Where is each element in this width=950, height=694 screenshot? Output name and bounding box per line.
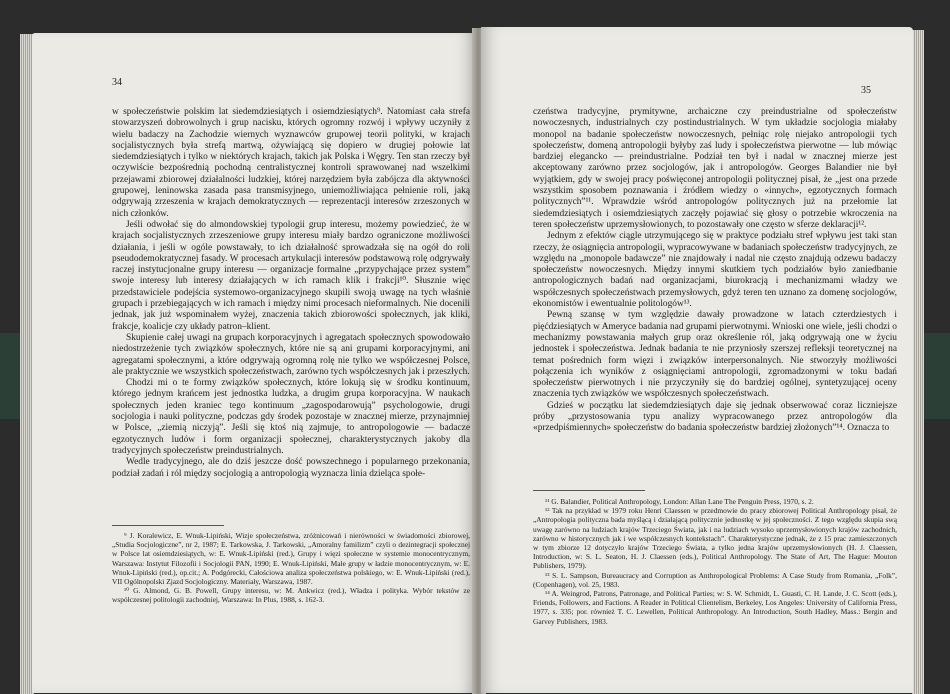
footnote-rule (112, 525, 224, 526)
paragraph: Skupienie całej uwagi na grupach korporacyjnych i agregatach społecznych spowodowało niedostrzeżenie tych związków społecznych, które nie są ani grupami korporacyjnymi, ani agregatami społecznymi, a które odgrywają ogromną rolę nie tylko we współczesnej Polsce, ale praktycznie we wszystkich społeczeństwach, zarówno tych współczesnych jak i przeszłych. (112, 332, 470, 377)
right-page-edges (912, 30, 924, 694)
paragraph: Gdzieś w początku lat siedemdziesiątych daje się jednak obserwować coraz liczniejsze próby „przystosowania typu analizy wypracowanego przez antropologów dla «przedpiśmiennych» społeczeństw do badania społeczeństw bardziej złożonych”¹⁴. Oznacza to (533, 400, 897, 434)
footnote: ¹² Tak na przykład w 1979 roku Henri Claessen w przedmowie do pracy zbiorowej Political Anthropology pisał, że „Antropologia polityczna bada myślącą i działającą politycznie jednostkę w jej społeczności. Z tego względu skupia swą uwagę zarówno na ludziach krajów Trzeciego Świata, jak i na ludziach wysoko uprzemysłowionych krajów zachodnich, zarówno w historycznych jak i we współczesnych kontekstach”. Charakterystyczne jednak, że z 15 prac zamieszczonych w tym zbiorze 12 dotyczyło krajów Trzeciego Świata, a tylko jedna krajów uprzemysłowionych (H. J. Claessen, Introduction, w: S. L. Seaton, H. J. Claessen (eds.), Political Anthropology. The State of Art, The Hague: Mouton Publishers, 1979). (533, 506, 897, 571)
footnote: ¹¹ G. Balandier, Political Anthropology, London: Allan Lane The Penguin Press, 1970, s. 2. (545, 497, 814, 506)
body-text (533, 107, 897, 435)
footnote: ¹⁰ G. Almond, G. B. Powell, Grupy interesu, w: M. Ankwicz (red.), Władza i polityka. Wybór tekstów ze współczesnej politologii zachodniej, Warszawa: In Plus, 1988, s. 162-3. (112, 586, 470, 605)
paragraph: czeństwa tradycyjne, prymitywne, archaiczne czy preindustrialne od społeczeństw nowoczesnych, industrialnych czy postindustrialnych. W tym układzie socjologia miałaby monopol na badanie społeczeństw nowoczesnych, pełniąc rolę niejako antropologii tych społeczeństw, domeną antropologii byłyby zaś ludy i społeczeństwa pierwotne — lub mówiąc bardziej elegancko — preindustrialne. Podział ten był i nadal w znacznej mierze jest akceptowany zarówno przez socjologów, jak i antropologów. Georges Balandier nie był wyjątkiem, gdy w swojej pracy poświęconej antropologii politycznej pisał, że „jest ona przede wszystkim sposobem poznawania i źródłem wiedzy o «innych», egzotycznych formach politycznych”¹¹. Wprawdzie wśród antropologów politycznych już na przełomie lat siedemdziesiątych i osiemdziesiątych zaczęły pojawiać się głosy o potrzebie wkroczenia na teren społeczeństw uprzemysłowionych, to pozostawały one często w sferze deklaracji¹². (533, 107, 897, 230)
paragraph: Wedle tradycyjnego, ale do dziś jeszcze dość powszechnego i popularnego przekonania, podział zadań i ról między socjologią a antropologią wyznacza linia dzieląca społe- (112, 457, 470, 479)
paragraph: Pewną szansę w tym względzie dawały prowadzone w latach czterdziestych i pięćdziesiątych w Ameryce badania nad grupami pierwotnymi. Wnioski one wiele, jeśli chodzi o mechanizmy powstawania małych grup oraz określenie ról, jaką odgrywają one w życiu jednostek i społeczeństwa. Jednak badania te nie przyniosły szerszej refleksji teoretycznej na temat pośrednich form więzi i związków interpersonalnych. Nie stworzyły możliwości połączenia ich wyników z osiągnięciami antropologii, zgromadzonymi w toku badań społeczeństw pierwotnych i nie przyczyniły się do bardziej ogólnej, syntetyzującej oceny znaczenia tych związków we współczesnych społeczeństwach. (533, 310, 897, 400)
paragraph: w społeczeństwie polskim lat siedemdziesiątych i osiemdziesiątych⁹. Natomiast cała strefa stowarzyszeń dobrowolnych i grup nacisku, których ogromny rozwój i wpływy uczyniły z wielu badaczy na Zachodzie wiernych wyznawców grupowej teorii polityki, w krajach socjalistycznych była strefą martwą, ożywiającą się dopiero w drugiej połowie lat siedemdziesiątych i tylko w niektórych krajach, takich jak Polska i Węgry. Ten stan rzeczy był oczywiście bezpośrednią pochodną centralistycznej kontroli sprawowanej nad wszelkimi przejawami zbiorowej działalności ludzkiej, której narzędziem była zabójcza dla aktywności grupowej, leninowska zasada pasa transmisyjnego, uniemożliwiająca pełnienie roli, jaką odgrywają zrzeszenia w krajach demokratycznych — reprezentacji interesów zrzeszonych w nich członków. (112, 107, 470, 219)
footnote: ¹³ S. L. Sampson, Bureaucracy and Corruption as Anthropological Problems: A Case Study from Romania, „Folk”, (Copenhagen), vol. 25, 1983. (533, 570, 897, 589)
body-text (112, 107, 470, 480)
left-page (32, 33, 476, 693)
footnote: ¹⁴ A. Weingrod, Patrons, Patronage, and Political Parties; w: S. W. Schmidt, L. Guasti, C. H. Lande, J. C. Scott (eds.), Friends, Followers, and Factions. A Reader in Political Clientelism, Berkeley, Los Angeles: University of California Press, 1977, s. 335; por. również T. C. Lewellen, Political Anthropology. An Introduction, South Hadley, Mass.: Bergin and Garvey Publishers, 1983. (533, 589, 897, 626)
page-number: 34 (112, 77, 122, 88)
footnotes (533, 497, 897, 626)
paragraph: Jednym z efektów ciągle utrzymującego się w praktyce podziału stref wpływu jest taki stan rzeczy, że osiągnięcia antropologii, wypracowywane w badaniach społeczeństw tradycyjnych, ze względu na „monopole badawcze” nie znajdowały i nadal nie często znajdują odzewu badaczy społeczeństw nowoczesnych. Między innymi skutkiem tych podziałów było zaniedbanie antropologicznych badań nad organizacjami, biurokracją i mechanizmami władzy we współczesnych społeczeństwach przemysłowych, gdyż teren ten uznano za domenę socjologów, ekonomistów i ewentualnie politologów¹³. (533, 231, 897, 310)
footnote-rule (533, 490, 645, 491)
page-number: 35 (861, 85, 871, 96)
paragraph: Chodzi mi o te formy związków społecznych, które lokują się w środku kontinuum, którego jednym krańcem jest jednostka ludzka, a drugim grupa korporacyjna. W naukach społecznych jeden kraniec tego kontinuum „zagospodarowują” psychologowie, drugi socjologia i nauki polityczne, podczas gdy środek pozostaje w znacznej mierze, przynajmniej w Polsce, „ziemią niczyją”. Jeśli się ktoś nią zajmuje, to antropologowie — badacze egzotycznych ludów i form organizacji społecznej, charakterystycznych jakoby dla tradycyjnych społeczeństw preindustrialnych. (112, 378, 470, 456)
footnote: ⁹ J. Koralewicz, E. Wnuk-Lipiński, Wizje społeczeństwa, zróżnicowań i nierówności w świadomości zbiorowej, „Studia Socjologiczne”, nr 2, 1987; E. Tarkowska, J. Tarkowski, „Amoralny familizm” czyli o dezintegracji społecznej w Polsce lat osiemdziesiątych, w: E. Wnuk-Lipiński (red.), Grupy i więzi społeczne w systemie monocentrycznym, Warszawa: Instytut Filozofii i Socjologii PAN, 1990; E. Wnuk-Lipiński, Małe grupy w ładzie monocentrycznym, w: E. Wnuk-Lipiński (red.), op.cit.; A. Podgórecki, Całościowa analiza społeczeństwa polskiego, w: E. Wnuk-Lipiński (red.), VII Ogólnopolski Zjazd Socjologiczny. Materiały, Warszawa, 1987. (112, 531, 470, 587)
right-page (481, 27, 913, 693)
paragraph: Jeśli odwołać się do almondowskiej typologii grup interesu, możemy powiedzieć, że w krajach socjalistycznych zrzeszeniowe grupy interesu miały bardzo ograniczone możliwości działania, i jeśli w ogóle powstawały, to ich działalność sprowadzała się na ogół do roli pseudodemokratycznej fasady. W procesach artykulacji interesów podstawową rolę odgrywały raczej instytucjonalne grupy interesu — organizacje formalne „przypychające przez system” swoje interesy lub interesy działających w ich ramach klik i frakcji¹⁰. Słusznie więc przedstawiciele podejścia systemowo-organizacyjnego skupili swoją uwagę na tych właśnie grupach i przebiegających w ich ramach i między nimi procesach nieformalnych. Nie docenili jednak, jak już wspominałem wyżej, znaczenia takich zbiorowości społecznych, jak kliki, frakcje, koalicje czy układy patron–klient. (112, 219, 470, 332)
footnotes (112, 531, 470, 605)
